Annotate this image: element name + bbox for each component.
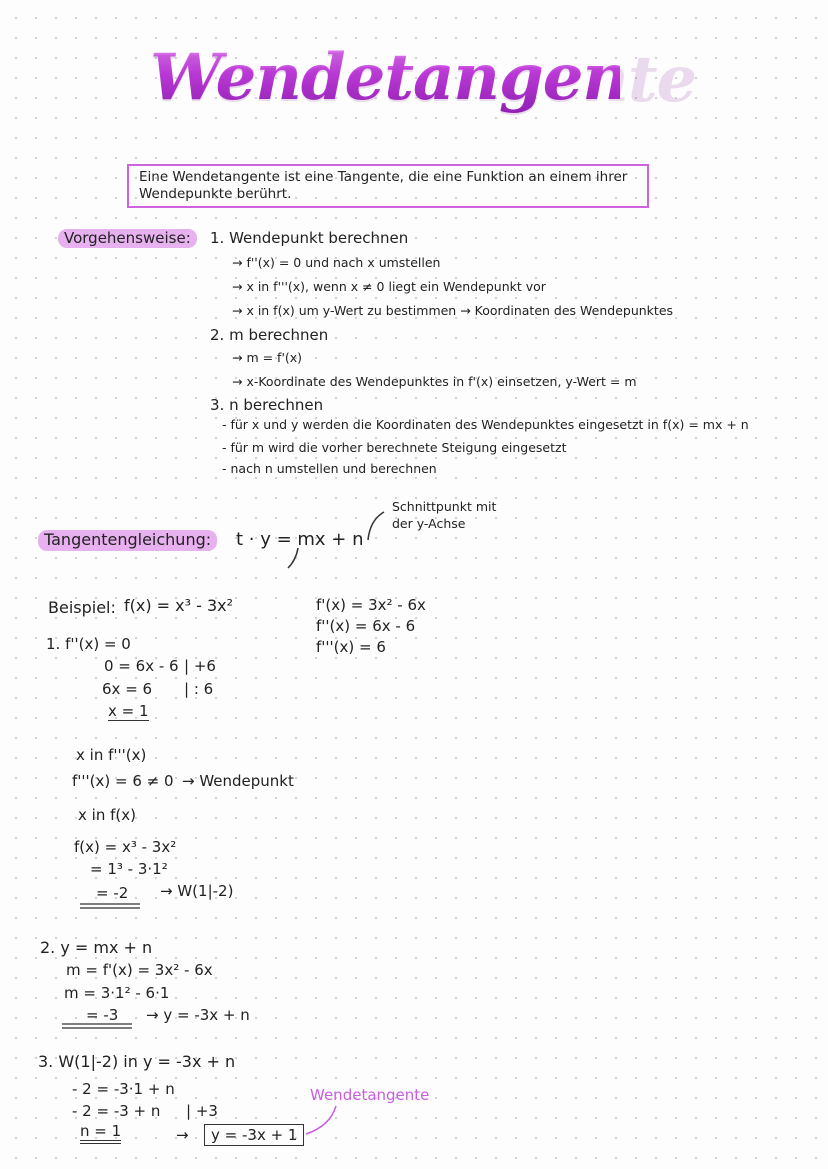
step1-line2: 6x = 6	[102, 680, 153, 698]
procedure-step1a: → f''(x) = 0 und nach x umstellen	[232, 255, 441, 270]
definition-box: Eine Wendetangente ist eine Tangente, die eine Funktion an einem ihrer Wendepunkte berührt.	[127, 164, 649, 208]
equation-note-line2: der y-Achse	[392, 516, 466, 531]
step3-arrow: →	[176, 1126, 189, 1144]
step1-line4: x in f'''(x)	[76, 746, 147, 764]
procedure-step1: 1. Wendepunkt berechnen	[210, 229, 409, 247]
procedure-step3a: - für x und y werden die Koordinaten des Wendepunktes eingesetzt in f(x) = mx + n	[222, 417, 749, 432]
step2-title: 2. y = mx + n	[40, 938, 153, 957]
derivative-3: f'''(x) = 6	[316, 638, 386, 656]
example-header: Beispiel:	[48, 598, 116, 617]
step1-line5: f'''(x) = 6 ≠ 0	[72, 772, 174, 790]
procedure-step1b: → x in f'''(x), wenn x ≠ 0 liegt ein Wendepunkt vor	[232, 279, 546, 294]
procedure-step2b: → x-Koordinate des Wendepunktes in f'(x) einsetzen, y-Wert = m	[232, 374, 637, 389]
step2-line1: m = f'(x) = 3x² - 6x	[66, 961, 213, 979]
note-pointer-stroke	[368, 512, 384, 540]
procedure-step2: 2. m berechnen	[210, 326, 329, 344]
equation-label: Tangentengleichung:	[38, 530, 217, 551]
step2-line2: m = 3·1² - 6·1	[64, 984, 170, 1002]
double-underline-step1	[80, 904, 140, 908]
step1-result-x: x = 1	[108, 702, 149, 720]
procedure-step3c: - nach n umstellen und berechnen	[222, 461, 437, 476]
equation-formula: t · y = mx + n	[236, 529, 364, 550]
page-title: Wendetangente	[150, 38, 620, 118]
procedure-label: Vorgehensweise:	[58, 229, 197, 248]
n-pointer-stroke	[288, 548, 298, 568]
step1-wendepunkt-note: → Wendepunkt	[182, 772, 294, 790]
step2-line3: = -3	[86, 1006, 119, 1024]
step1-op1: | +6	[184, 657, 216, 675]
step2-result: → y = -3x + n	[146, 1006, 250, 1024]
step1-point: → W(1|-2)	[160, 882, 234, 900]
step1-op2: | : 6	[184, 680, 214, 698]
step1-line8: = 1³ - 3·1²	[90, 860, 168, 878]
derivative-1: f'(x) = 3x² - 6x	[316, 596, 426, 614]
equation-note-line1: Schnittpunkt mit	[392, 499, 497, 514]
procedure-step2a: → m = f'(x)	[232, 350, 303, 365]
derivative-2: f''(x) = 6x - 6	[316, 617, 416, 635]
step1-line1: 0 = 6x - 6	[104, 657, 179, 675]
double-underline-step2	[62, 1024, 132, 1028]
wendetangente-pointer-stroke	[306, 1106, 336, 1134]
procedure-step3: 3. n berechnen	[210, 396, 324, 414]
step1-line7: f(x) = x³ - 3x²	[74, 838, 177, 856]
step3-result-n: n = 1	[80, 1122, 121, 1144]
step3-line2: - 2 = -3 + n	[72, 1102, 161, 1120]
step3-title: 3. W(1|-2) in y = -3x + n	[38, 1052, 236, 1071]
procedure-step3b: - für m wird die vorher berechnete Steigung eingesetzt	[222, 440, 567, 455]
example-function: f(x) = x³ - 3x²	[124, 596, 234, 615]
step1-line6: x in f(x)	[78, 806, 136, 824]
step3-line1: - 2 = -3·1 + n	[72, 1080, 175, 1098]
step1-title: 1. f''(x) = 0	[46, 635, 131, 653]
procedure-step1c: → x in f(x) um y-Wert zu bestimmen → Koordinaten des Wendepunktes	[232, 303, 674, 318]
step3-op: | +3	[186, 1102, 218, 1120]
step1-line9: = -2	[96, 884, 129, 902]
wendetangente-label: Wendetangente	[310, 1086, 430, 1104]
final-equation-box: y = -3x + 1	[204, 1124, 304, 1146]
